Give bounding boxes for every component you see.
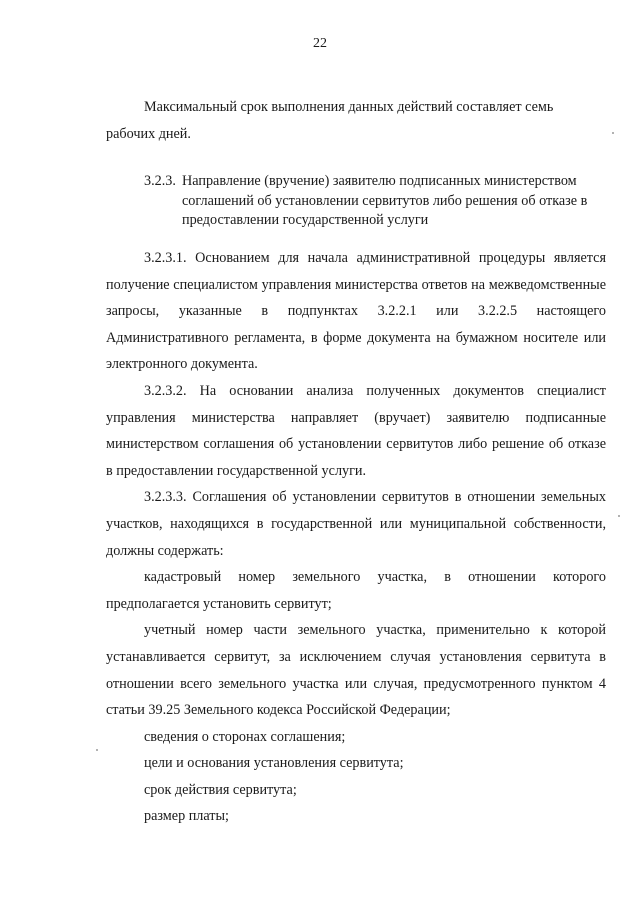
intro-block: [106, 94, 606, 147]
paragraph-deadline: Максимальный срок выполнения данных действий составляет семь рабочих дней.: [106, 99, 554, 142]
list-item-purposes: цели и основания установления сервитута;: [144, 755, 404, 772]
list-item-registration-number: учетный номер части земельного участка, применительно к которой устанавливается сервитут, за исключением случая установления сервитута в отношении всего земельного участка или случая, предусмотренного пунктом 4 статьи 39.25 Земельного кодекса Российской Федерации;: [106, 622, 606, 719]
section-heading-text: Направление (вручение) заявителю подписанных министерством соглашений об установлении сервитутов либо решения об отказе в предоставлении государственной услуги: [182, 173, 588, 228]
paragraph-3-2-3-2: 3.2.3.2. На основании анализа полученных документов специалист управления министерства направляет (вручает) заявителю подписанные министерством соглашения об установлении сервитутов либо решение об отказе в предоставлении государственной услуги.: [106, 382, 606, 479]
paragraph-3-2-3-1: 3.2.3.1. Основанием для начала административной процедуры является получение специалистом управления министерства ответов на межведомственные запросы, указанные в подпунктах 3.2.2.1 или 3.2.2.5 настоящего Административного регламента, в форме документа на бумажном носителе или электронного документа.: [106, 250, 606, 373]
scan-speck: [96, 749, 98, 751]
list-item-fee: размер платы;: [144, 808, 229, 825]
section-heading: [144, 172, 606, 231]
paragraph-3-2-3-3: 3.2.3.3. Соглашения об установлении сервитутов в отношении земельных участков, находящихся в государственной или муниципальной собственности, должны содержать:: [106, 489, 606, 559]
list-item-term: срок действия сервитута;: [144, 781, 297, 798]
scan-speck: [612, 132, 614, 134]
list-item-cadastral-number: кадастровый номер земельного участка, в отношении которого предполагается установить сервитут;: [106, 569, 606, 612]
scan-speck: [618, 515, 620, 517]
list-item-parties: сведения о сторонах соглашения;: [144, 728, 346, 745]
section-heading-number: 3.2.3.: [144, 173, 176, 189]
page-number: 22: [313, 36, 327, 51]
section-body: [106, 245, 606, 830]
